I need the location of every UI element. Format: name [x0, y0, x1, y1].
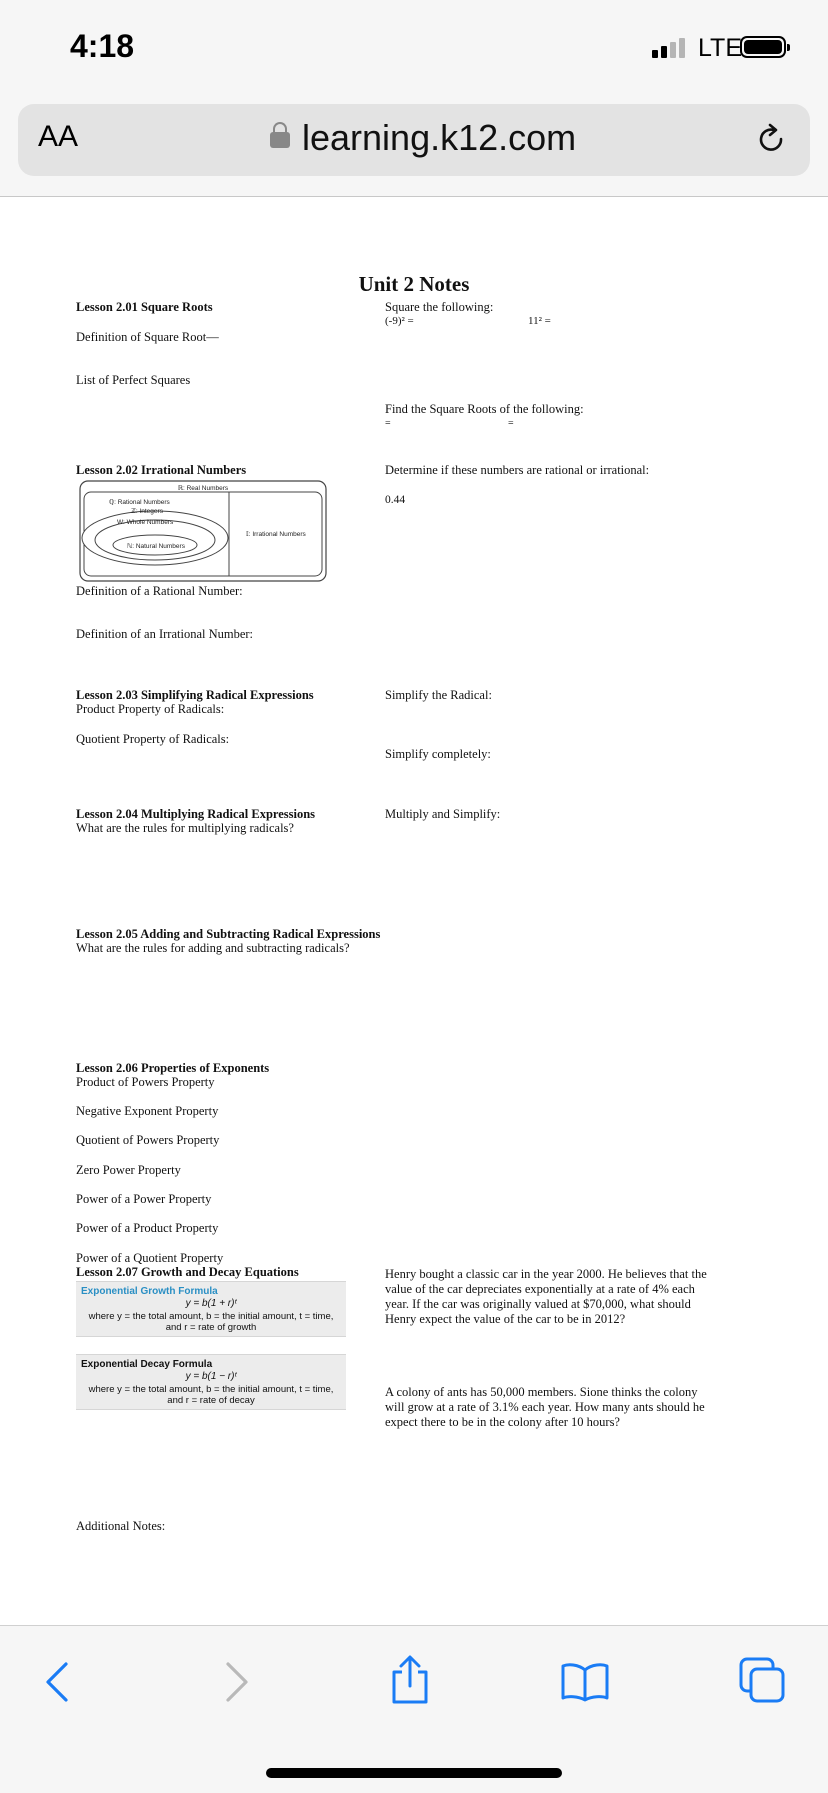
- lesson-heading: Lesson 2.07 Growth and Decay Equations: [76, 1265, 299, 1279]
- formula-title: Exponential Decay Formula: [81, 1359, 213, 1370]
- document-page: [0, 197, 828, 1625]
- venn-label: ℝ: Real Numbers: [177, 485, 229, 492]
- note-line: Additional Notes:: [76, 1519, 166, 1533]
- lesson-heading: Lesson 2.02 Irrational Numbers: [76, 463, 247, 477]
- list-item: Negative Exponent Property: [76, 1104, 219, 1118]
- text-size-button[interactable]: AA: [38, 120, 79, 153]
- list-item: Power of a Product Property: [76, 1221, 219, 1235]
- lesson-heading: Lesson 2.04 Multiplying Radical Expressions: [76, 807, 316, 821]
- list-item: Quotient of Powers Property: [76, 1133, 220, 1147]
- exercise-expr: (-9)² =: [385, 315, 414, 327]
- lesson-heading: Lesson 2.03 Simplifying Radical Expressions: [76, 688, 314, 702]
- page-title: Unit 2 Notes: [358, 272, 470, 296]
- venn-label: W: Whole Numbers: [117, 519, 174, 526]
- forward-icon[interactable]: [222, 1660, 252, 1704]
- reload-icon[interactable]: [754, 122, 790, 158]
- exercise-prompt: Multiply and Simplify:: [385, 807, 501, 821]
- note-line: What are the rules for adding and subtracting radicals?: [76, 941, 350, 955]
- list-item: Power of a Power Property: [76, 1192, 212, 1206]
- exercise-prompt: Simplify completely:: [385, 747, 491, 761]
- exercise-value: 0.44: [385, 494, 406, 506]
- note-line: List of Perfect Squares: [76, 373, 191, 387]
- url-text[interactable]: learning.k12.com: [302, 117, 577, 158]
- exercise-prompt: Find the Square Roots of the following:: [385, 402, 584, 416]
- number-sets-diagram: [79, 480, 327, 582]
- venn-label: ℤ: Integers: [131, 508, 163, 515]
- browser-bottom-toolbar: [0, 1625, 828, 1793]
- status-bar: [0, 0, 828, 100]
- growth-formula-box: [76, 1281, 346, 1337]
- exercise-expr: =: [385, 418, 391, 429]
- formula-description: where y = the total amount, b = the initial amount, t = time, and r = rate of decay: [88, 1384, 334, 1406]
- note-line: Quotient Property of Radicals:: [76, 732, 230, 746]
- note-line: Definition of Square Root—: [76, 330, 219, 344]
- list-item: Power of a Quotient Property: [76, 1251, 224, 1265]
- browser-toolbar: [0, 100, 828, 197]
- back-icon[interactable]: [42, 1660, 72, 1704]
- tabs-icon[interactable]: [738, 1656, 786, 1704]
- formula-equation: y = b(1 + r)ᵗ: [185, 1298, 237, 1309]
- clock: 4:18: [70, 28, 135, 64]
- list-item: Zero Power Property: [76, 1163, 181, 1177]
- exercise-prompt: Square the following:: [385, 300, 494, 314]
- list-item: Product of Powers Property: [76, 1075, 215, 1089]
- bookmarks-icon[interactable]: [560, 1662, 610, 1702]
- note-line: Definition of an Irrational Number:: [76, 627, 254, 641]
- lesson-heading: Lesson 2.06 Properties of Exponents: [76, 1061, 270, 1075]
- venn-label: ℚ: Rational Numbers: [109, 499, 170, 506]
- formula-title: Exponential Growth Formula: [81, 1286, 218, 1297]
- note-line: Definition of a Rational Number:: [76, 584, 243, 598]
- exercise-expr: 11² =: [528, 315, 551, 327]
- lesson-heading: Lesson 2.01 Square Roots: [76, 300, 213, 314]
- word-problem: Henry bought a classic car in the year 2000. He believes that the value of the car depreciates exponentially at a rate of 4% each year. If the car was originally valued at $70,000, what should Henry expect the value of the car to be in 2012?: [385, 1267, 707, 1326]
- venn-label: ℕ: Natural Numbers: [127, 543, 185, 550]
- formula-equation: y = b(1 − r)ᵗ: [185, 1371, 237, 1382]
- network-label: LTE: [698, 34, 742, 62]
- exercise-prompt: Determine if these numbers are rational or irrational:: [385, 463, 650, 477]
- lock-icon: [270, 132, 290, 148]
- battery-icon: [740, 36, 786, 58]
- decay-formula-box: [76, 1354, 346, 1410]
- home-indicator[interactable]: [266, 1768, 562, 1778]
- venn-label: 𝕀: Irrational Numbers: [246, 531, 306, 538]
- formula-description: where y = the total amount, b = the initial amount, t = time, and r = rate of growth: [88, 1311, 334, 1333]
- signal-icon: [652, 38, 685, 58]
- word-problem: A colony of ants has 50,000 members. Sione thinks the colony will grow at a rate of 3.1% each year. How many ants should he expect there to be in the colony after 10 hours?: [385, 1385, 705, 1429]
- note-line: Product Property of Radicals:: [76, 702, 225, 716]
- share-icon[interactable]: [388, 1654, 432, 1706]
- note-line: What are the rules for multiplying radicals?: [76, 821, 294, 835]
- address-bar[interactable]: [18, 104, 810, 176]
- exercise-expr: =: [508, 418, 514, 429]
- lesson-heading: Lesson 2.05 Adding and Subtracting Radical Expressions: [76, 927, 381, 941]
- exercise-prompt: Simplify the Radical:: [385, 688, 492, 702]
